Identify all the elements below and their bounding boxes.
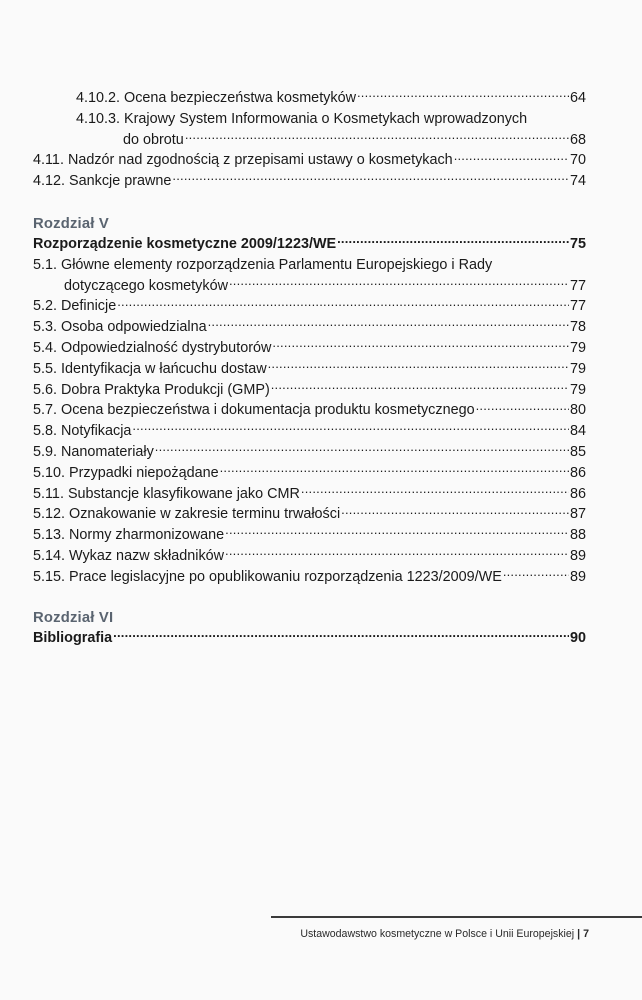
- dot-leader: [271, 380, 569, 394]
- toc-entry-title: Wykaz nazw składników: [69, 547, 225, 564]
- toc-entry-page: 77: [569, 277, 586, 294]
- chapter-title: Bibliografia: [33, 629, 113, 646]
- dot-leader: [337, 234, 569, 248]
- toc-entry-title: Przypadki niepożądane: [69, 464, 219, 481]
- page-number: 7: [583, 928, 589, 940]
- toc-entry-page: 88: [569, 527, 586, 544]
- dot-leader: [341, 504, 569, 518]
- toc-entry-page: 87: [569, 506, 586, 523]
- toc-entry-number: 5.9.: [33, 443, 58, 460]
- chapter-title: Rozporządzenie kosmetyczne 2009/1223/WE: [33, 235, 337, 252]
- toc-entry-page: 79: [569, 360, 586, 377]
- toc-entry-title: Prace legislacyjne po opublikowaniu rozporządzenia 1223/2009/WE: [69, 568, 502, 585]
- footer-separator: |: [577, 928, 581, 940]
- toc-entry: [33, 484, 586, 505]
- toc-entry-page: 90: [569, 629, 586, 646]
- chapter5-entries: [33, 296, 586, 587]
- toc-entry-number: 5.4.: [33, 339, 58, 356]
- toc-entry: [33, 463, 586, 484]
- toc-entry-number: 5.10.: [33, 464, 66, 481]
- toc-entry-4-10-3-continued: [33, 130, 586, 151]
- toc-entry-4-11: [33, 150, 586, 171]
- toc-entry-number: 5.3.: [33, 319, 58, 336]
- dot-leader: [225, 546, 569, 560]
- toc-entry-number: 4.12.: [33, 173, 66, 190]
- toc-entry-number: 5.5.: [33, 360, 58, 377]
- toc-entry-title-line1: Krajowy System Informowania o Kosmetykach wprowadzonych: [124, 110, 528, 127]
- toc-entry-number: 5.15.: [33, 568, 66, 585]
- dot-leader: [357, 88, 569, 102]
- toc-entry: [33, 421, 586, 442]
- toc-entry-page: 77: [569, 298, 586, 315]
- chapter-label: Rozdział VI: [33, 609, 114, 626]
- toc-entry-page: 89: [569, 568, 586, 585]
- toc-entry-page: 89: [569, 547, 586, 564]
- toc-entry-number: 5.2.: [33, 298, 58, 315]
- toc-entry-4-12: [33, 171, 586, 192]
- toc-entry-number: 4.10.2.: [76, 90, 121, 106]
- toc-entry-number: 5.12.: [33, 506, 66, 523]
- toc-entry-5-1: [33, 255, 586, 276]
- toc-entry-title: Oznakowanie w zakresie terminu trwałości: [69, 506, 341, 523]
- chapter-title-entry: [33, 234, 586, 255]
- toc-entry: [33, 504, 586, 525]
- dot-leader: [225, 525, 569, 539]
- toc-entry: [33, 338, 586, 359]
- toc-entry: [33, 525, 586, 546]
- toc-entry-title: Ocena bezpieczeństwa i dokumentacja produktu kosmetycznego: [61, 402, 475, 419]
- toc-entry-title: Sankcje prawne: [69, 173, 172, 190]
- toc-entry-page: 74: [569, 173, 586, 190]
- chapter-title-entry: [33, 628, 586, 649]
- toc-entry-page: 79: [569, 339, 586, 356]
- chapter-label: Rozdział V: [33, 215, 109, 232]
- toc-entry-number: 5.7.: [33, 402, 58, 419]
- toc-entry-page: 86: [569, 464, 586, 481]
- toc-entry-number: 5.14.: [33, 547, 66, 564]
- toc-entry-page: 85: [569, 443, 586, 460]
- toc-entry-title: Normy zharmonizowane: [69, 527, 225, 544]
- toc-entry-number: 4.11.: [33, 152, 64, 169]
- toc-entry-5-1-continued: [33, 276, 586, 297]
- toc-entry-title: Dobra Praktyka Produkcji (GMP): [61, 381, 270, 398]
- toc-entry-title: Identyfikacja w łańcuchu dostaw: [61, 360, 267, 377]
- toc-entry-title: Definicje: [61, 298, 117, 315]
- toc-entry-page: 68: [569, 131, 586, 148]
- dot-leader: [117, 296, 569, 310]
- toc-entry-title: Nadzór nad zgodnością z przepisami ustawy o kosmetykach: [67, 152, 453, 169]
- table-of-contents: [33, 88, 586, 648]
- toc-entry-number: 5.1.: [33, 256, 58, 273]
- dot-leader: [229, 276, 569, 290]
- dot-leader: [132, 421, 569, 435]
- toc-entry-4-10-3: [33, 109, 586, 130]
- toc-entry-title: Odpowiedzialność dystrybutorów: [61, 339, 272, 356]
- toc-entry-page: 78: [569, 319, 586, 336]
- toc-entry-title: Osoba odpowiedzialna: [61, 319, 207, 336]
- dot-leader: [301, 484, 569, 498]
- running-footer: [300, 928, 589, 940]
- toc-entry-title: Substancje klasyfikowane jako CMR: [67, 485, 300, 502]
- toc-entry: [33, 296, 586, 317]
- toc-entry-page: 70: [569, 152, 586, 169]
- footer-title: Ustawodawstwo kosmetyczne w Polsce i Unii Europejskiej: [300, 928, 575, 940]
- toc-entry-page: 84: [569, 423, 586, 440]
- toc-entry: [33, 317, 586, 338]
- toc-entry-page: 80: [569, 402, 586, 419]
- toc-entry-number: 5.8.: [33, 423, 58, 440]
- dot-leader: [268, 359, 569, 373]
- dot-leader: [155, 442, 569, 456]
- toc-entry-title: Nanomateriały: [61, 443, 154, 460]
- toc-entry: [33, 380, 586, 401]
- dot-leader: [454, 150, 569, 164]
- toc-entry: [33, 567, 586, 588]
- dot-leader: [220, 463, 569, 477]
- toc-entry: [33, 400, 586, 421]
- toc-entry-number: 4.10.3.: [76, 110, 121, 127]
- dot-leader: [272, 338, 569, 352]
- toc-entry-title-line1: Główne elementy rozporządzenia Parlamentu Europejskiego i Rady: [61, 256, 493, 273]
- dot-leader: [113, 628, 569, 642]
- footer-rule: [271, 916, 642, 918]
- toc-entry-number: 5.6.: [33, 381, 58, 398]
- toc-entry-title: Notyfikacja: [61, 423, 132, 440]
- toc-entry-page: 75: [569, 235, 586, 252]
- toc-entry: [33, 546, 586, 567]
- toc-entry-4-10-2: [33, 88, 586, 109]
- dot-leader: [185, 130, 569, 144]
- toc-entry-title: Ocena bezpieczeństwa kosmetyków: [124, 90, 356, 106]
- dot-leader: [208, 317, 569, 331]
- toc-entry-title-line2: do obrotu: [123, 131, 184, 148]
- toc-entry-number: 5.13.: [33, 527, 66, 544]
- toc-entry-page: 86: [569, 485, 586, 502]
- toc-entry-page: 79: [569, 381, 586, 398]
- toc-entry: [33, 359, 586, 380]
- toc-entry: [33, 442, 586, 463]
- dot-leader: [503, 567, 569, 581]
- dot-leader: [172, 171, 569, 185]
- dot-leader: [476, 400, 569, 414]
- toc-entry-title-line2: dotyczącego kosmetyków: [64, 277, 228, 294]
- toc-entry-page: 64: [569, 90, 586, 106]
- toc-entry-number: 5.11.: [33, 485, 64, 502]
